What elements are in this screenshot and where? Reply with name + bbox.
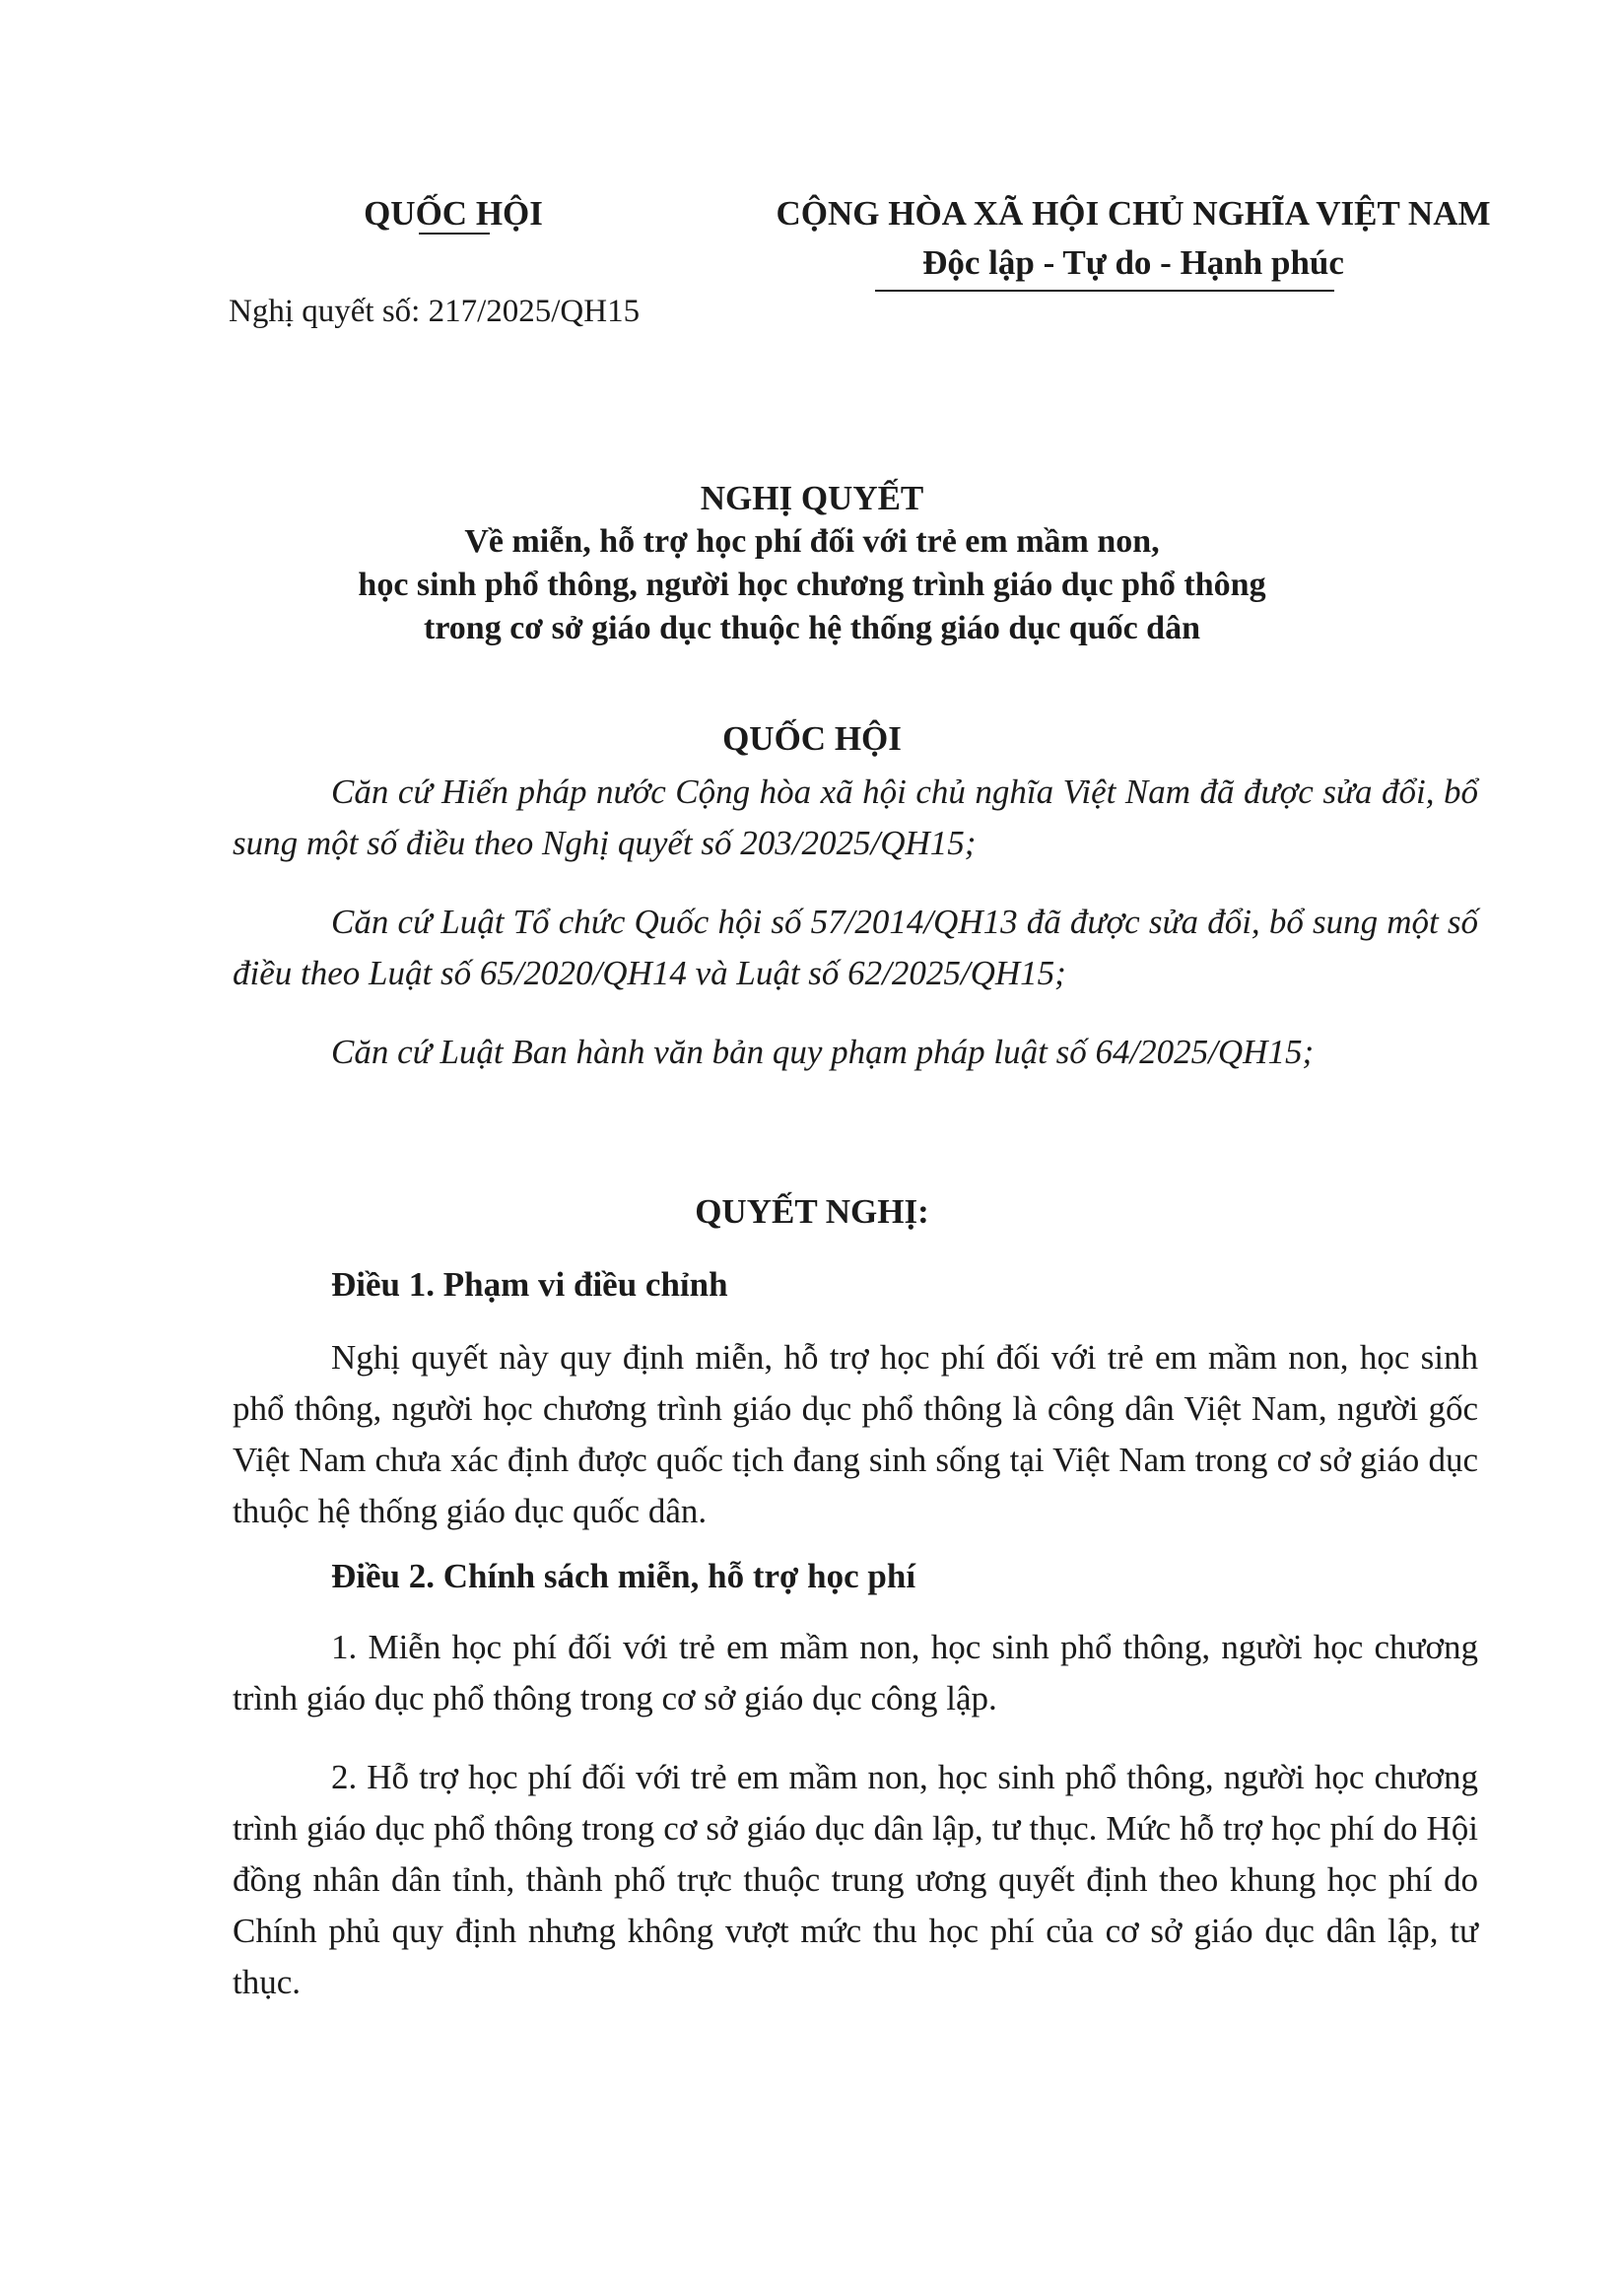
legal-basis-legislation-law: Căn cứ Luật Ban hành văn bản quy phạm pháp luật số 64/2025/QH15; xyxy=(331,1033,1315,1071)
resolution-number: Nghị quyết số: 217/2025/QH15 xyxy=(229,294,641,329)
title-line: Về miễn, hỗ trợ học phí đối với trẻ em mầm non, xyxy=(464,523,1160,560)
national-motto: Độc lập - Tự do - Hạnh phúc xyxy=(922,243,1344,282)
issuing-organization: QUỐC HỘI xyxy=(364,194,543,233)
article-2-clause-2: 2. Hỗ trợ học phí đối với trẻ em mầm non, học sinh phổ thông, người học chương trình giáo dục phổ thông trong cơ sở giáo dục dân lập, tư thục. Mức hỗ trợ học phí do Hội đồng nhân dân tỉnh, thành phố trực thuộc trung ương quyết định theo khung học phí do Chính phủ quy định nhưng không vượt mức thu học phí của cơ sở giáo dục dân lập, tư thục. xyxy=(233,1758,1478,2001)
issuer-heading: QUỐC HỘI xyxy=(722,719,902,758)
article-1-paragraph: Nghị quyết này quy định miễn, hỗ trợ học phí đối với trẻ em mầm non, học sinh phổ thông, người học chương trình giáo dục phổ thông là công dân Việt Nam, người gốc Việt Nam chưa xác định được quốc tịch đang sinh sống tại Việt Nam trong cơ sở giáo dục thuộc hệ thống giáo dục quốc dân. xyxy=(233,1338,1478,1530)
article-1-heading: Điều 1. Phạm vi điều chỉnh xyxy=(331,1265,728,1304)
country-name: CỘNG HÒA XÃ HỘI CHỦ NGHĨA VIỆT NAM xyxy=(776,194,1491,233)
title-line: trong cơ sở giáo dục thuộc hệ thống giáo dục quốc dân xyxy=(424,610,1200,646)
legal-basis-assembly-law: Căn cứ Luật Tổ chức Quốc hội số 57/2014/QH13 đã được sửa đổi, bổ sung một số điều theo Luật số 65/2020/QH14 và Luật số 62/2025/QH15; xyxy=(233,903,1478,992)
title-line: học sinh phổ thông, người học chương trình giáo dục phổ thông xyxy=(358,567,1266,603)
legal-basis-constitution: Căn cứ Hiến pháp nước Cộng hòa xã hội chủ nghĩa Việt Nam đã được sửa đổi, bổ sung một số điều theo Nghị quyết số 203/2025/QH15; xyxy=(233,773,1478,862)
resolves-heading: QUYẾT NGHỊ: xyxy=(695,1192,929,1231)
article-2-clause-1: 1. Miễn học phí đối với trẻ em mầm non, học sinh phổ thông, người học chương trình giáo dục phổ thông trong cơ sở giáo dục công lập. xyxy=(233,1628,1478,1717)
article-2-heading: Điều 2. Chính sách miễn, hỗ trợ học phí xyxy=(331,1557,916,1595)
document-type: NGHỊ QUYẾT xyxy=(700,479,924,517)
document-title xyxy=(197,477,1427,650)
organization-underline xyxy=(419,233,490,235)
motto-underline xyxy=(875,290,1334,292)
